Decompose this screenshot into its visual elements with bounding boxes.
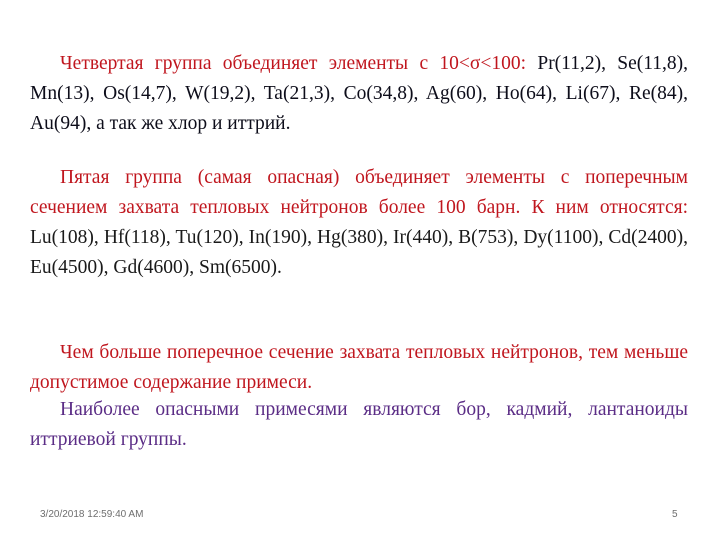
- group-four-elements: Pr(11,2), Se(11,8), Mn(13), Os(14,7), W(19,2), Ta(21,3), Co(34,8), Ag(60), Ho(64), Li(67), Re(84), Au(94), а так же хлор и иттрий.: [30, 53, 688, 134]
- group-five-lead: Пятая группа (самая опасная) объединяет элементы с поперечным сечением захвата тепловых нейтронов более 100 барн. К ним относятся:: [30, 167, 688, 218]
- footer-timestamp: 3/20/2018 12:59:40 AM: [40, 509, 144, 520]
- paragraph-cross-section-rule: Чем больше поперечное сечение захвата тепловых нейтронов, тем меньше допустимое содержание примеси.: [30, 342, 688, 393]
- group-five-elements: Lu(108), Hf(118), Tu(120), In(190), Hg(380), Ir(440), B(753), Dy(1100), Cd(2400), Eu(4500), Gd(4600), Sm(6500).: [30, 227, 688, 278]
- paragraph-group-five: [30, 163, 688, 283]
- group-four-lead: Четвертая группа объединяет элементы с 10<σ<100:: [60, 53, 538, 74]
- paragraph-most-dangerous-impurities: Наиболее опасными примесями являются бор, кадмий, лантаноиды иттриевой группы.: [30, 399, 688, 450]
- paragraph-group-four: [30, 49, 688, 139]
- page-number: 5: [672, 509, 678, 520]
